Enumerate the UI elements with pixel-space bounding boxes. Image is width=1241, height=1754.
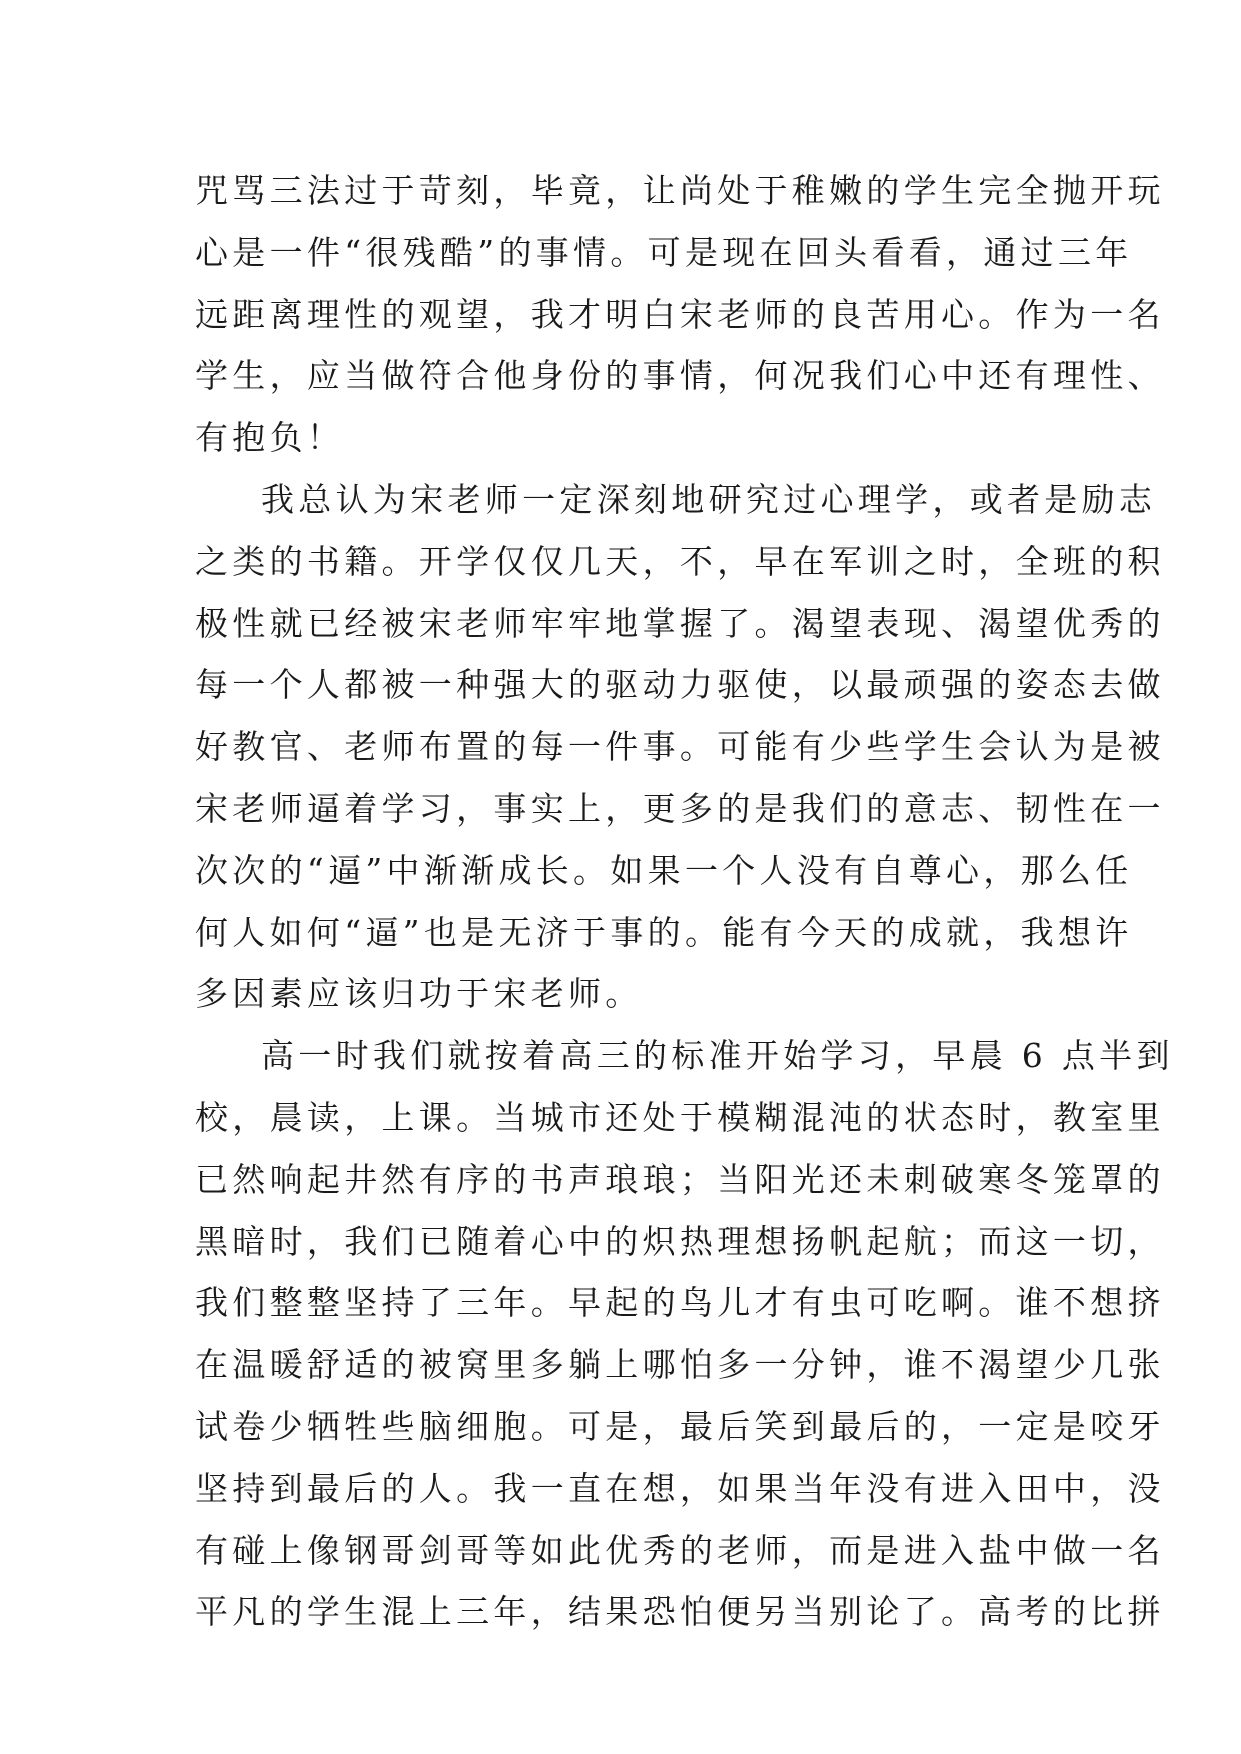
text-line: 有碰上像钢哥剑哥等如此优秀的老师，而是进入盐中做一名 <box>195 1530 1165 1570</box>
text-line: 每一个人都被一种强大的驱动力驱使，以最顽强的姿态去做 <box>195 665 1165 705</box>
text-line: 平凡的学生混上三年，结果恐怕便另当别论了。高考的比拼 <box>195 1592 1165 1632</box>
text-line: 试卷少牺牲些脑细胞。可是，最后笑到最后的，一定是咬牙 <box>195 1406 1165 1446</box>
text-line: 我们整整坚持了三年。早起的鸟儿才有虫可吃啊。谁不想挤 <box>195 1283 1165 1323</box>
text-line: 极性就已经被宋老师牢牢地掌握了。渴望表现、渴望优秀的 <box>195 603 1165 643</box>
text-line: 宋老师逼着学习，事实上，更多的是我们的意志、韧性在一 <box>195 788 1165 828</box>
text-line: 有抱负！ <box>195 418 345 458</box>
text-line: 校，晨读，上课。当城市还处于模糊混沌的状态时，教室里 <box>195 1097 1165 1137</box>
paragraph-3 <box>195 1025 1174 1643</box>
text-line: 何人如何“逼”也是无济于事的。能有今天的成就，我想许 <box>195 912 1133 952</box>
document-body <box>195 160 1174 1643</box>
text-line: 黑暗时，我们已随着心中的炽热理想扬帆起航；而这一切， <box>195 1221 1165 1261</box>
text-line: 远距离理性的观望，我才明白宋老师的良苦用心。作为一名 <box>195 294 1165 334</box>
paragraph-2 <box>195 469 1165 1025</box>
text-line-first: 我总认为宋老师一定深刻地研究过心理学，或者是励志 <box>261 479 1157 519</box>
text-line: 在温暖舒适的被窝里多躺上哪怕多一分钟，谁不渴望少几张 <box>195 1345 1165 1385</box>
text-line: 之类的书籍。开学仅仅几天，不，早在军训之时，全班的积 <box>195 541 1165 581</box>
text-line: 多因素应该归功于宋老师。 <box>195 974 643 1014</box>
text-line: 心是一件“很残酷”的事情。可是现在回头看看，通过三年 <box>195 232 1133 272</box>
text-line: 咒骂三法过于苛刻，毕竟，让尚处于稚嫩的学生完全抛开玩 <box>195 171 1165 210</box>
text-line: 坚持到最后的人。我一直在想，如果当年没有进入田中，没 <box>195 1468 1165 1508</box>
paragraph-1 <box>195 160 1165 469</box>
text-line: 好教官、老师布置的每一件事。可能有少些学生会认为是被 <box>195 727 1165 767</box>
text-line: 学生，应当做符合他身份的事情，何况我们心中还有理性、 <box>195 356 1165 396</box>
text-line: 次次的“逼”中渐渐成长。如果一个人没有自尊心，那么任 <box>195 850 1133 890</box>
text-line-first: 高一时我们就按着高三的标准开始学习，早晨 6 点半到 <box>261 1036 1174 1076</box>
text-line: 已然响起井然有序的书声琅琅；当阳光还未刺破寒冬笼罩的 <box>195 1159 1165 1199</box>
